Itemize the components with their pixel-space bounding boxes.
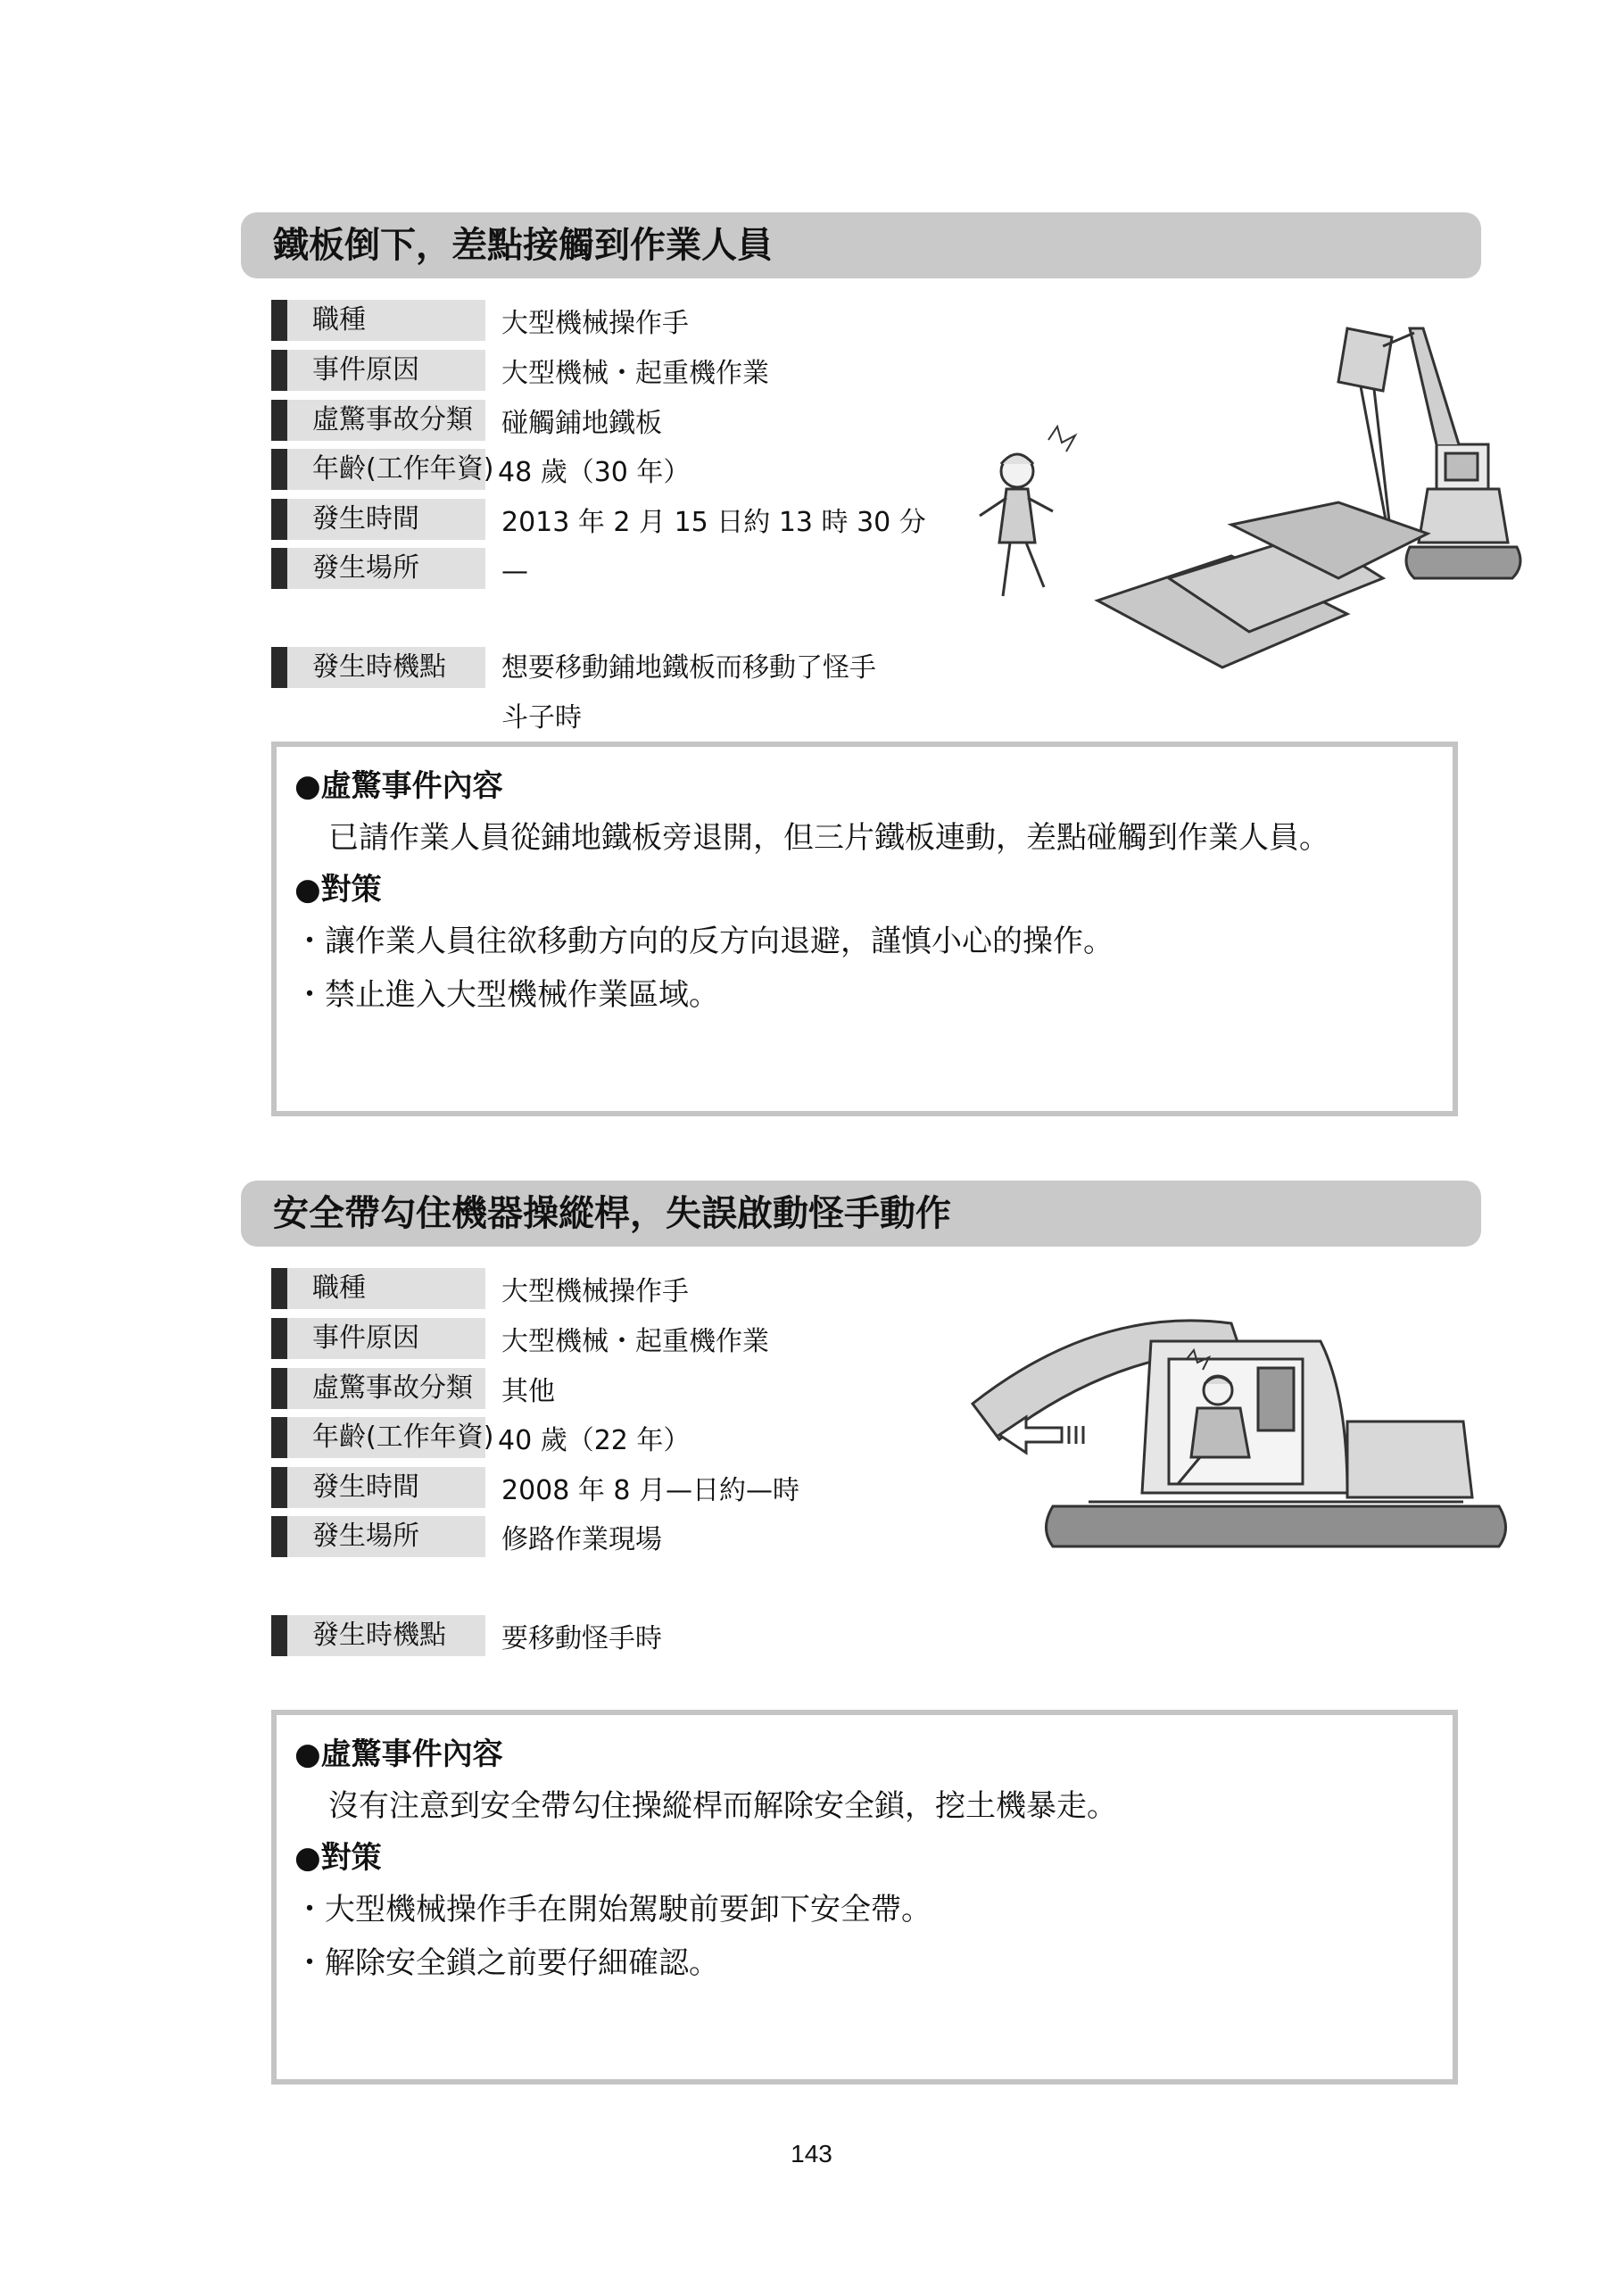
field-value: 想要移動鋪地鐵板而移動了怪手斗子時 xyxy=(501,652,876,734)
measure-item: ・讓作業人員往欲移動方向的反方向退避，謹慎小心的操作。 xyxy=(294,924,1114,959)
field-value: 大型機械・起重機作業 xyxy=(501,358,769,389)
field-label: 事件原因 xyxy=(287,350,485,391)
field-label: 發生時機點 xyxy=(287,1615,485,1656)
content-heading: ●虛驚事件內容 xyxy=(294,1737,503,1772)
incident-section-2 xyxy=(241,1181,1481,2086)
row-marker xyxy=(271,449,287,490)
field-label: 發生時機點 xyxy=(287,647,485,688)
measure-item: ・禁止進入大型機械作業區域。 xyxy=(294,977,719,1013)
field-value: — xyxy=(501,556,528,587)
field-label: 發生時間 xyxy=(287,1467,485,1508)
section-title: 鐵板倒下，差點接觸到作業人員 xyxy=(241,212,1481,278)
excavator-cab-illustration xyxy=(964,1288,1535,1645)
section-title: 安全帶勾住機器操縱桿，失誤啟動怪手動作 xyxy=(241,1181,1481,1247)
field-label: 年齡(工作年資) xyxy=(287,1417,485,1458)
field-value: 2013 年 2 月 15 日約 13 時 30 分 xyxy=(501,507,926,538)
field-value: 修路作業現場 xyxy=(501,1524,662,1555)
measures-heading: ●對策 xyxy=(294,872,382,908)
field-value: 其他 xyxy=(501,1376,555,1407)
measures-heading: ●對策 xyxy=(294,1840,382,1876)
row-marker xyxy=(271,1467,287,1508)
row-marker xyxy=(271,1615,287,1656)
measure-item: ・大型機械操作手在開始駕駛前要卸下安全帶。 xyxy=(294,1892,932,1927)
field-label: 發生場所 xyxy=(287,548,485,589)
field-label: 虛驚事故分類 xyxy=(287,400,485,441)
field-value: 2008 年 8 月—日約—時 xyxy=(501,1475,800,1506)
field-value: 大型機械操作手 xyxy=(501,308,689,339)
row-marker xyxy=(271,1417,287,1458)
row-marker xyxy=(271,1368,287,1409)
field-value: 大型機械・起重機作業 xyxy=(501,1326,769,1357)
page-number: 143 xyxy=(791,2140,832,2168)
field-label: 年齡(工作年資) xyxy=(287,449,485,490)
field-label: 發生場所 xyxy=(287,1516,485,1557)
row-marker xyxy=(271,400,287,441)
field-value: 48 歲（30 年） xyxy=(498,457,691,488)
incident-content-box xyxy=(271,742,1458,1116)
field-label: 發生時間 xyxy=(287,499,485,540)
row-marker xyxy=(271,350,287,391)
row-marker xyxy=(271,499,287,540)
field-value: 大型機械操作手 xyxy=(501,1276,689,1307)
content-heading: ●虛驚事件內容 xyxy=(294,768,503,804)
excavator-steel-plate-illustration xyxy=(964,311,1535,685)
measure-item: ・解除安全鎖之前要仔細確認。 xyxy=(294,1945,719,1981)
field-value: 40 歲（22 年） xyxy=(498,1425,691,1456)
field-value: 碰觸鋪地鐵板 xyxy=(501,408,662,439)
row-marker xyxy=(271,1268,287,1309)
row-marker xyxy=(271,300,287,341)
content-text: 已請作業人員從鋪地鐵板旁退開，但三片鐵板連動，差點碰觸到作業人員。 xyxy=(328,820,1329,856)
field-label: 事件原因 xyxy=(287,1318,485,1359)
field-label: 虛驚事故分類 xyxy=(287,1368,485,1409)
incident-section-1 xyxy=(241,212,1481,1118)
field-label: 職種 xyxy=(287,300,485,341)
row-marker xyxy=(271,1516,287,1557)
row-marker xyxy=(271,647,287,688)
field-value: 要移動怪手時 xyxy=(501,1623,662,1654)
incident-content-box xyxy=(271,1710,1458,2085)
row-marker xyxy=(271,1318,287,1359)
row-marker xyxy=(271,548,287,589)
field-label: 職種 xyxy=(287,1268,485,1309)
content-text: 沒有注意到安全帶勾住操縱桿而解除安全鎖，挖土機暴走。 xyxy=(328,1788,1117,1824)
